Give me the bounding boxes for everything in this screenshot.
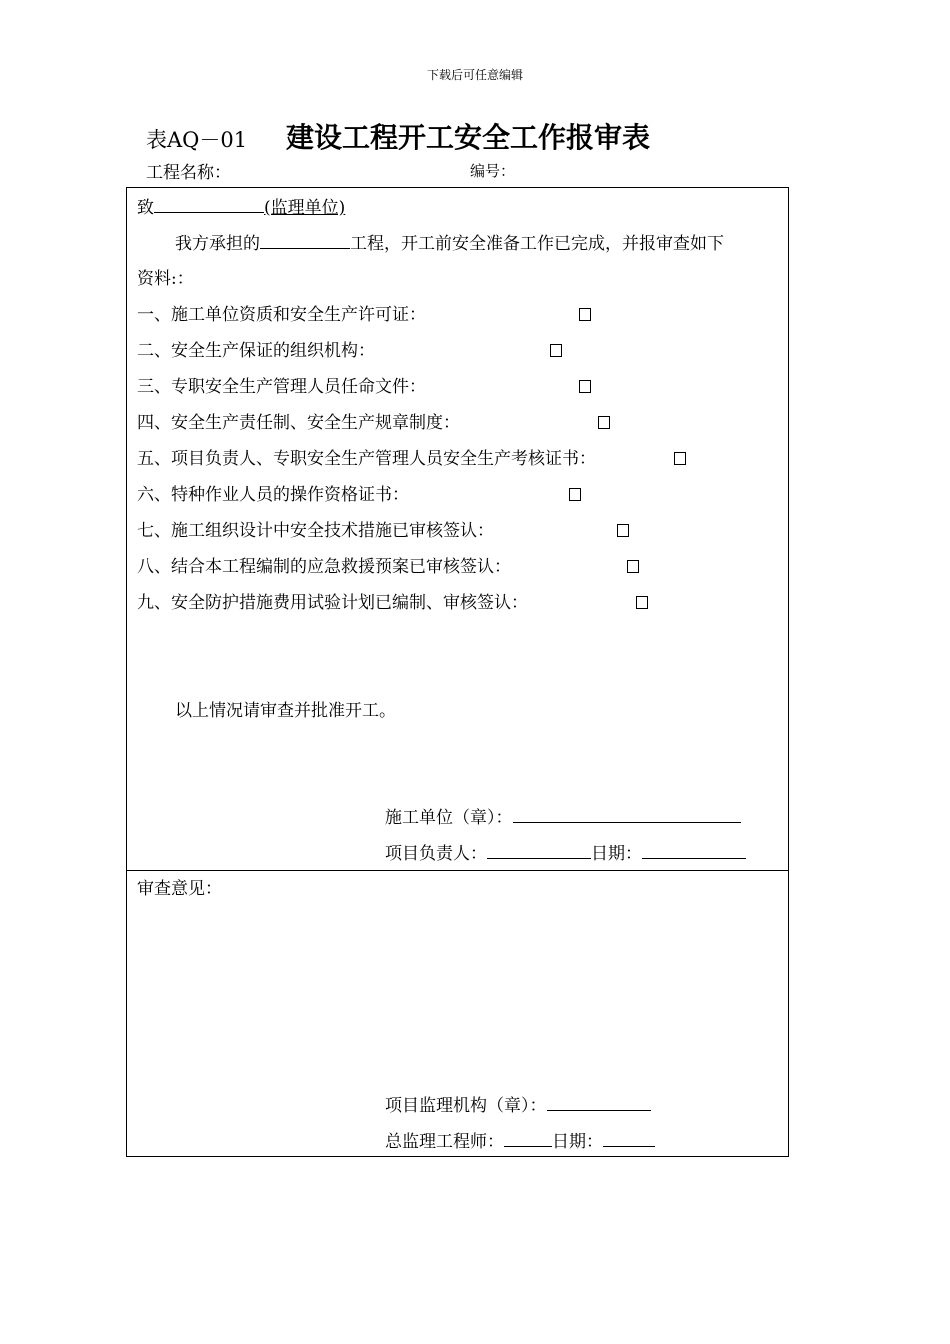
checkbox[interactable] [617, 524, 629, 537]
checklist-item: 五、项目负责人、专职安全生产管理人员安全生产考核证书： [137, 449, 596, 469]
review-label: 审查意见： [137, 879, 222, 899]
chief-supervisor-blank[interactable] [504, 1130, 552, 1147]
number-label: 编号： [470, 162, 516, 180]
intro-part2: 工程，开工前安全准备工作已完成，并报审查如下 [350, 234, 724, 254]
form-code: 表AQ－01 [146, 128, 248, 152]
supervisor-org-line [385, 1094, 651, 1117]
project-name-label: 工程名称： [146, 163, 231, 183]
section-divider [127, 870, 788, 871]
header-note: 下载后可任意编辑 [426, 68, 523, 82]
pm-signature-line [385, 842, 746, 865]
form-box [126, 187, 789, 1157]
intro-line-2: 资料:： [137, 269, 194, 289]
title-line [146, 116, 650, 156]
checklist-item: 四、安全生产责任制、安全生产规章制度： [137, 413, 460, 433]
checkbox[interactable] [627, 560, 639, 573]
pm-blank[interactable] [487, 842, 591, 859]
chief-supervisor-label: 总监理工程师： [385, 1132, 504, 1152]
project-blank[interactable] [260, 232, 350, 249]
checkbox[interactable] [550, 344, 562, 357]
checklist-item: 九、安全防护措施费用试验计划已编制、审核签认： [137, 593, 528, 613]
form-title: 建设工程开工安全工作报审表 [286, 121, 651, 154]
checklist-item: 一、施工单位资质和安全生产许可证： [137, 305, 426, 325]
date-blank[interactable] [642, 842, 746, 859]
contractor-blank[interactable] [513, 806, 741, 823]
date-label: 日期： [591, 844, 642, 864]
checkbox[interactable] [636, 596, 648, 609]
chief-supervisor-line [385, 1130, 655, 1153]
date-label-2: 日期： [552, 1132, 603, 1152]
to-suffix: (监理单位) [264, 198, 346, 218]
supervisor-org-blank[interactable] [547, 1094, 651, 1111]
addressee-line [137, 196, 345, 219]
checkbox[interactable] [598, 416, 610, 429]
contractor-signature-line [385, 806, 741, 829]
contractor-label: 施工单位（章）： [385, 808, 513, 828]
request-text: 以上情况请审查并批准开工。 [175, 701, 396, 721]
pm-label: 项目负责人： [385, 844, 487, 864]
supervisor-org-label: 项目监理机构（章）： [385, 1096, 547, 1116]
checkbox[interactable] [579, 308, 591, 321]
checklist-item: 六、特种作业人员的操作资格证书： [137, 485, 409, 505]
checkbox[interactable] [579, 380, 591, 393]
intro-part1: 我方承担的 [175, 234, 260, 254]
checklist-item: 二、安全生产保证的组织机构： [137, 341, 375, 361]
intro-line [175, 232, 724, 255]
addressee-blank[interactable] [154, 196, 264, 213]
checklist-item: 七、施工组织设计中安全技术措施已审核签认： [137, 521, 494, 541]
checklist-item: 八、结合本工程编制的应急救援预案已审核签认： [137, 557, 511, 577]
to-prefix: 致 [137, 198, 154, 218]
checkbox[interactable] [569, 488, 581, 501]
checklist-item: 三、专职安全生产管理人员任命文件： [137, 377, 426, 397]
checkbox[interactable] [674, 452, 686, 465]
date-blank-2[interactable] [603, 1130, 655, 1147]
